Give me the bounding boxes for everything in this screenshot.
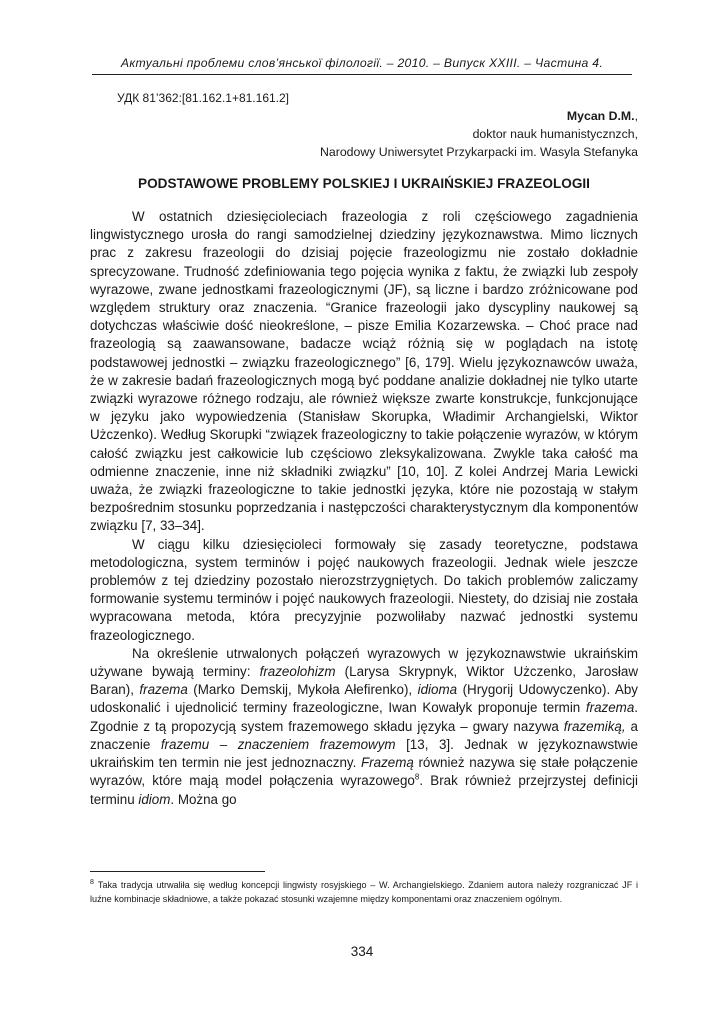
author-affiliation: Narodowy Uniwersytet Przykarpacki im. Wasyla Stefanyka	[320, 145, 638, 159]
article-body	[90, 208, 638, 809]
footnote-reference[interactable]: 8	[414, 772, 420, 782]
paragraph-2: W ciągu kilku dziesięcioleci formowały się zasady teoretyczne, podstawa metodologiczna, system terminów i pojęć naukowych frazeologii. Jednak wiele jeszcze problemów z tej dziedziny pozostało nierozstrzygniętych. Do takich problemów zaliczamy formowanie systemu terminów i pojęć naukowych frazeologii. Niestety, do dzisiaj nie została wypracowana metoda, która precyzyjnie pozwoliłaby nazwać jednostki systemu frazeologicznego.	[90, 536, 638, 643]
paragraph-1: W ostatnich dziesięcioleciach frazeologia z roli częściowego zagadnienia lingwistycznego urosła do rangi samodzielnej dziedziny językoznawstwa. Mimo licznych prac z zakresu frazeologii do dzisiaj pojęcie frazeologizmu nie zostało dokładnie sprecyzowane. Trudność zdefiniowania tego pojęcia wynika z faktu, że związki lub zespoły wyrazowe, zwane jednostkami frazeologicznymi (JF), są liczne i bardzo zróżnicowane pod względem struktury oraz znaczenia. “Granice frazeologii jako dyscypliny naukowej są dotychczas właściwie dość nieokreślone, – pisze Emilia Kozarzewska. – Choć prace nad frazeologią są zaawansowane, badacze wciąż różnią się w poglądach na istotę podstawowej jednostki – związku frazeologicznego” [6, 179]. Wielu językoznawców uważa, że w zakresie badań frazeologicznych mogą być poddane analizie dokładnej nie tylko utarte związki wyrazowe różnego rodzaju, ale również większe zwarte konstrukcje, funkcjonujące w języku jako wypowiedzenia (Stanisław Skorupka, Władimir Archangielski, Wiktor Użczenko). Według Skorupki “związek frazeologiczny to takie połączenie wyrazów, w którym całość związku jest całkowicie lub częściowo zleksykalizowana. Zwykle taka całość ma odmienne znaczenie, inne niż składniki związku” [10, 10]. Z kolei Andrzej Maria Lewicki uważa, że związki frazeologiczne to takie jednostki języka, które nie pozostają w stałym bezpośrednim stosunku poprzedzania i następczości charakterystycznym dla komponentów związku [7, 33–34].	[90, 209, 638, 534]
footnote-rule	[90, 871, 265, 872]
article-title: PODSTAWOWE PROBLEMY POLSKIEJ I UKRAIŃSKIEJ FRAZEOLOGII	[138, 176, 590, 191]
footnote	[90, 878, 638, 906]
p3-text: Na określenie utrwalonych połączeń wyrazowych w językoznawstwie ukraińskim używane bywają terminy:	[90, 645, 638, 680]
footnote-mark: 8	[90, 878, 94, 886]
author-degree: doktor nauk humanistycznzch,	[472, 127, 638, 141]
p3-text: a znaczenie	[90, 718, 638, 752]
p3-term: frazema	[585, 700, 635, 716]
p3-term: Frazemą	[360, 755, 414, 771]
p3-term: frazema	[139, 682, 188, 698]
p3-term: idioma	[417, 682, 458, 698]
p3-text: [13, 3]. Jednak w językoznawstwie ukraińskim ten termin nie jest jednoznaczny.	[90, 736, 638, 771]
page-number: 334	[350, 944, 374, 959]
paragraph-3	[90, 645, 638, 809]
p3-term: idiom	[138, 791, 171, 807]
p3-text: (Marko Demskij, Mykoła Ałefirenko),	[187, 682, 418, 698]
p3-text: również nazywa się stałe połączenie wyrazów, które mają model połączenia wyrazowego	[90, 755, 639, 789]
udk-code: УДК 81’362:[81.162.1+81.161.2]	[117, 91, 290, 105]
p3-term: frazemiką,	[563, 718, 626, 734]
p3-text: (Hrygorij Udowyczenko). Aby udoskonalić i ujednolicić terminy frazeologiczne, Iwan Kowałyk proponuje termin	[90, 682, 639, 716]
author-name: Mycan D.M.	[566, 109, 635, 123]
author-block	[320, 107, 638, 161]
running-header: Актуальні проблеми слов’янської філології. – 2010. – Випуск XXIII. – Частина 4.	[120, 56, 604, 70]
p3-term: frazemu – znaczeniem frazemowym	[160, 736, 396, 752]
p3-text: . Brak również przejrzystej definicji terminu	[90, 773, 638, 807]
footnote-text: Taka tradycja utrwaliła się według koncepcji lingwisty rosyjskiego – W. Archangielskiego. Zdaniem autora należy rozgraniczać JF i luźne kombinacje składniowe, a także pokazać stosunki wzajemne między komponentami oraz znaczeniem ogólnym.	[90, 880, 638, 904]
p3-text: . Można go	[170, 791, 237, 807]
p3-term: frazeolohizm	[259, 664, 336, 680]
p3-text: (Larysa Skrypnyk, Wiktor Użczenko, Jarosław Baran),	[90, 664, 639, 698]
header-rule	[92, 74, 632, 75]
p3-text: . Zgodnie z tą propozycją system frazemowego składu języka – gwary nazywa	[90, 700, 638, 734]
author-name-line: Mycan D.M.,	[566, 109, 638, 123]
